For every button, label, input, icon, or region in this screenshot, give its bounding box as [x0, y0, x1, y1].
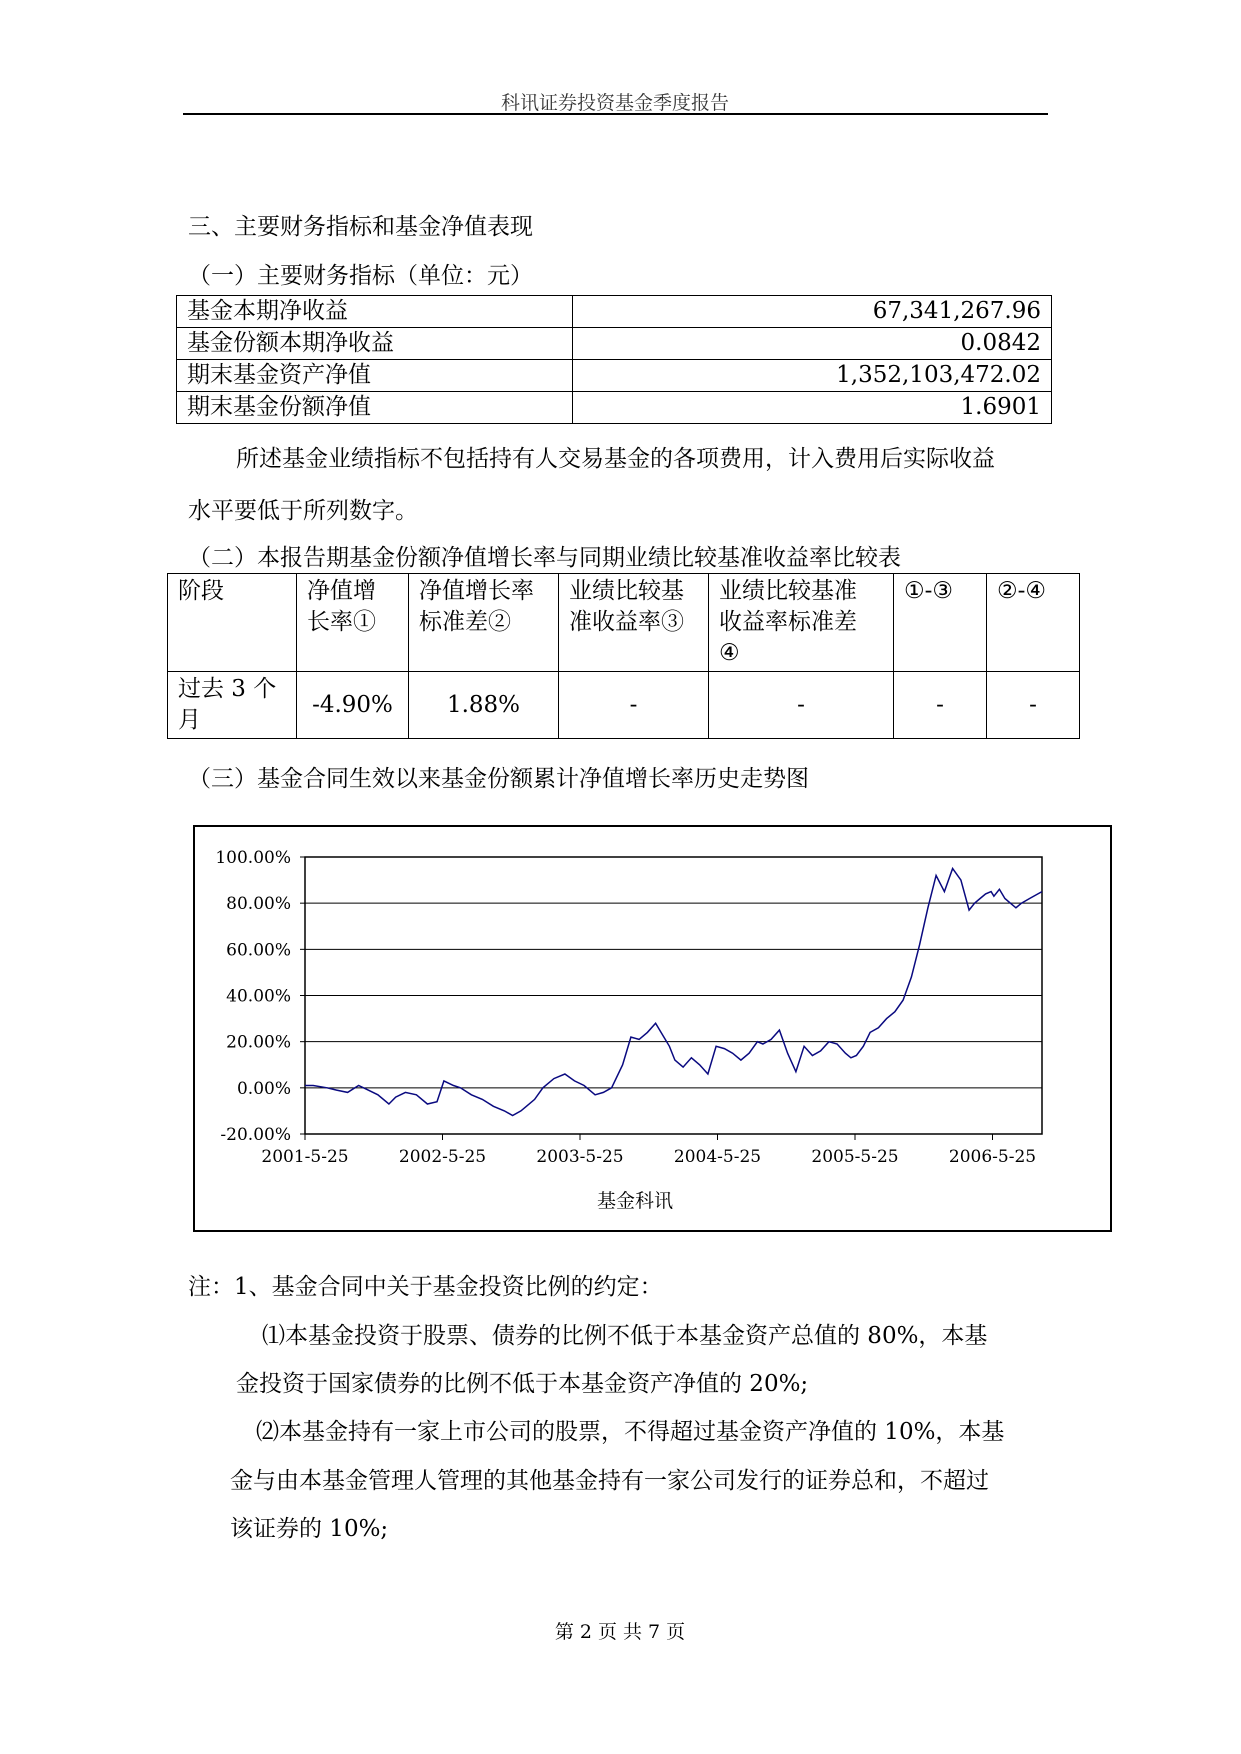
header-cell: [168, 574, 297, 672]
header-text: 业绩比较基: [569, 578, 684, 604]
y-tick-label: 100.00%: [215, 848, 291, 868]
note-line: ⑵本基金持有一家上市公司的股票，不得超过基金资产净值的 10%，本基: [256, 1419, 1005, 1445]
value-cell: -4.90%: [297, 672, 409, 739]
header-text: 准收益率③: [569, 609, 684, 635]
y-tick-label: 0.00%: [236, 1078, 291, 1099]
note-line: 金投资于国家债券的比例不低于本基金资产净值的 20%;: [236, 1371, 809, 1397]
value-cell: -: [559, 672, 709, 739]
period-text: 过去 3 个: [178, 676, 277, 702]
value-cell: -: [709, 672, 894, 739]
x-tick-label: 2001-5-25: [261, 1147, 349, 1167]
x-tick-label: 2005-5-25: [811, 1147, 899, 1167]
table-row: [168, 672, 1080, 739]
table-header-row: [168, 574, 1080, 672]
period-cell: [168, 672, 297, 739]
paragraph-line: 水平要低于所列数字。: [188, 498, 418, 524]
header-text: 收益率标准差: [719, 609, 857, 635]
x-tick-label: 2003-5-25: [536, 1147, 624, 1167]
sub1-title: （一）主要财务指标（单位：元）: [188, 263, 533, 289]
header-text: 业绩比较基准: [719, 578, 857, 604]
header-cell: [409, 574, 559, 672]
x-tick-label: 2002-5-25: [398, 1147, 487, 1167]
header-cell: [709, 574, 894, 672]
note-line: 该证券的 10%;: [230, 1516, 389, 1542]
header-text: 净值增长率: [419, 578, 534, 604]
y-tick-label: 20.00%: [226, 1032, 291, 1053]
table-row: [177, 328, 1052, 360]
nav-growth-chart: [195, 827, 1110, 1230]
header-text: ①-③: [904, 578, 954, 604]
x-tick-label: 2006-5-25: [948, 1147, 1037, 1167]
table-row: [177, 360, 1052, 392]
header-title: 科讯证券投资基金季度报告: [500, 92, 729, 114]
paragraph-line: 所述基金业绩指标不包括持有人交易基金的各项费用，计入费用后实际收益: [236, 446, 995, 472]
sub3-title: （三）基金合同生效以来基金份额累计净值增长率历史走势图: [188, 766, 809, 792]
header-text: 标准差②: [419, 609, 511, 635]
fin-value: 67,341,267.96: [573, 296, 1052, 328]
value-cell: 1.88%: [409, 672, 559, 739]
value-cell: -: [987, 672, 1080, 739]
fin-label: 基金份额本期净收益: [177, 328, 573, 360]
fin-label: 基金本期净收益: [177, 296, 573, 328]
financial-indicators-table: [176, 295, 1052, 424]
header-cell: [297, 574, 409, 672]
header-cell: [559, 574, 709, 672]
fin-label: 期末基金资产净值: [177, 360, 573, 392]
series-line: [305, 869, 1042, 1116]
header-text: ②-④: [997, 578, 1047, 604]
y-tick-label: 40.00%: [226, 986, 291, 1007]
note-line: 金与由本基金管理人管理的其他基金持有一家公司发行的证券总和，不超过: [230, 1468, 989, 1494]
header-cell: [894, 574, 987, 672]
section-title: 三、主要财务指标和基金净值表现: [188, 214, 533, 240]
value-cell: -: [894, 672, 987, 739]
period-text: 月: [178, 707, 201, 733]
note-line: ⑴本基金投资于股票、债券的比例不低于本基金资产总值的 80%，本基: [262, 1323, 988, 1349]
table-row: [177, 392, 1052, 424]
x-axis-label: 基金科讯: [596, 1190, 674, 1212]
table-row: [177, 296, 1052, 328]
header-text: 阶段: [178, 578, 224, 604]
chart-frame: [193, 825, 1112, 1232]
header-text: ④: [719, 640, 740, 666]
y-tick-label: 80.00%: [226, 894, 291, 915]
header-cell: [987, 574, 1080, 672]
header-text: 净值增: [307, 578, 376, 604]
fin-value: 1,352,103,472.02: [573, 360, 1052, 392]
fin-label: 期末基金份额净值: [177, 392, 573, 424]
x-tick-label: 2004-5-25: [673, 1147, 762, 1167]
header-text: 长率①: [307, 609, 376, 635]
notes-title: 注：1、基金合同中关于基金投资比例的约定：: [188, 1274, 663, 1300]
fin-value: 1.6901: [573, 392, 1052, 424]
y-tick-label: -20.00%: [220, 1125, 291, 1145]
page-footer: 第 2 页 共 7 页: [554, 1621, 686, 1643]
sub2-title: （二）本报告期基金份额净值增长率与同期业绩比较基准收益率比较表: [188, 545, 901, 571]
comparison-table: [167, 573, 1080, 739]
y-tick-label: 60.00%: [226, 940, 291, 961]
header-rule: [183, 113, 1048, 115]
fin-value: 0.0842: [573, 328, 1052, 360]
